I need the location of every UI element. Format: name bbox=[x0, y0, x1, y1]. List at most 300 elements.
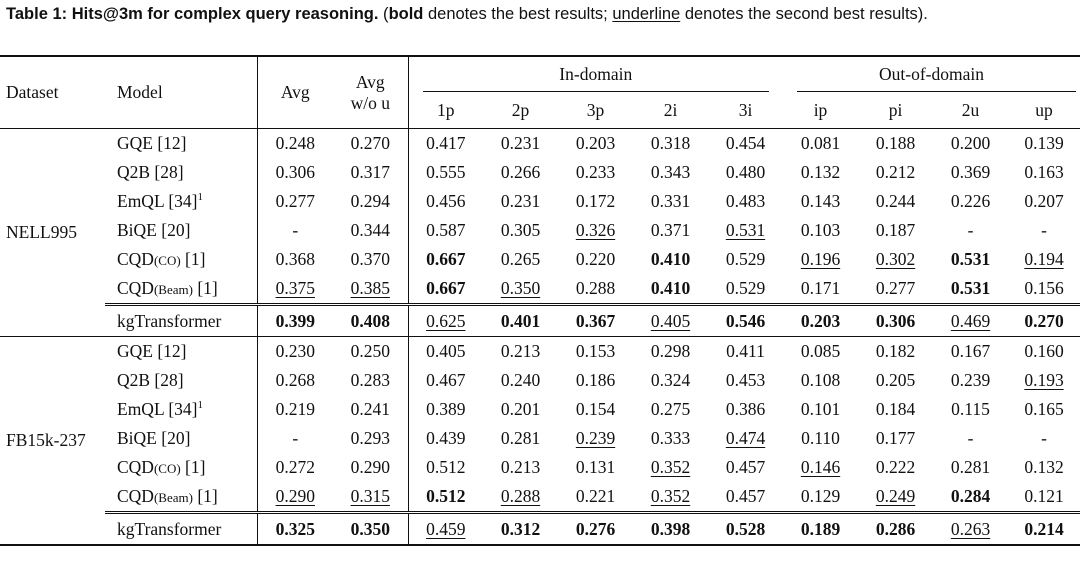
value-cell bbox=[858, 129, 933, 159]
value-text: 0.305 bbox=[500, 220, 541, 240]
value-cell bbox=[558, 187, 633, 216]
value-text: 0.250 bbox=[350, 341, 390, 361]
caption-title: Table 1: Hits@3m for complex query reasoning. bbox=[6, 5, 379, 23]
value-cell bbox=[483, 482, 558, 513]
value-cell bbox=[558, 513, 633, 546]
value-text: 0.389 bbox=[426, 399, 466, 419]
model-name-text: kgTransformer bbox=[117, 518, 222, 539]
value-cell bbox=[257, 158, 333, 187]
value-cell bbox=[257, 424, 333, 453]
model-name-text: GQE [12] bbox=[117, 133, 187, 153]
table-caption bbox=[6, 3, 1078, 25]
value-cell bbox=[933, 453, 1008, 482]
model-name bbox=[105, 129, 257, 159]
value-text: - bbox=[1041, 428, 1047, 448]
value-text: 0.212 bbox=[875, 162, 916, 182]
value-cell bbox=[483, 453, 558, 482]
header-col-up: up bbox=[1035, 99, 1053, 120]
model-name-variant: (CO) bbox=[153, 253, 181, 268]
value-cell bbox=[708, 129, 783, 159]
value-text: 0.244 bbox=[875, 191, 916, 211]
value-cell bbox=[408, 158, 483, 187]
value-text: 0.667 bbox=[426, 249, 466, 269]
header-col-2p: 2p bbox=[511, 99, 530, 120]
value-cell bbox=[858, 305, 933, 337]
value-text: 0.453 bbox=[725, 370, 766, 390]
value-cell bbox=[783, 129, 858, 159]
value-text: 0.326 bbox=[575, 220, 616, 240]
value-text: 0.286 bbox=[875, 518, 916, 539]
value-cell bbox=[783, 366, 858, 395]
table-row bbox=[0, 158, 1080, 187]
value-cell bbox=[708, 482, 783, 513]
value-text: 0.167 bbox=[950, 341, 991, 361]
value-cell bbox=[483, 158, 558, 187]
value-cell bbox=[333, 216, 408, 245]
value-text: 0.587 bbox=[426, 220, 466, 240]
value-cell bbox=[558, 482, 633, 513]
model-name-text: Q2B [28] bbox=[117, 370, 184, 390]
value-cell bbox=[858, 424, 933, 453]
value-text: 0.165 bbox=[1024, 399, 1064, 419]
value-text: 0.350 bbox=[350, 518, 390, 539]
value-text: 0.306 bbox=[275, 162, 315, 182]
model-name bbox=[105, 305, 257, 337]
value-cell bbox=[558, 245, 633, 274]
value-cell bbox=[1008, 129, 1080, 159]
table-row-ours bbox=[0, 513, 1080, 546]
model-name-text: EmQL [34] bbox=[117, 191, 198, 211]
value-cell bbox=[483, 395, 558, 424]
value-text: 0.294 bbox=[350, 191, 390, 211]
value-cell bbox=[333, 395, 408, 424]
header-col-ip: ip bbox=[813, 99, 828, 120]
value-cell bbox=[558, 395, 633, 424]
value-text: - bbox=[1041, 220, 1047, 240]
value-cell bbox=[633, 513, 708, 546]
value-cell bbox=[408, 337, 483, 367]
value-cell bbox=[708, 274, 783, 305]
model-name-variant: (CO) bbox=[153, 461, 181, 476]
value-cell bbox=[1008, 366, 1080, 395]
value-text: 0.241 bbox=[350, 399, 390, 419]
value-cell bbox=[333, 129, 408, 159]
value-cell bbox=[408, 187, 483, 216]
table-row bbox=[0, 337, 1080, 367]
value-text: 0.233 bbox=[575, 162, 616, 182]
value-cell bbox=[558, 216, 633, 245]
value-cell bbox=[783, 337, 858, 367]
value-cell bbox=[1008, 274, 1080, 305]
value-cell bbox=[408, 366, 483, 395]
value-text: 0.156 bbox=[1024, 278, 1064, 298]
value-text: 0.399 bbox=[275, 310, 315, 331]
value-text: 0.312 bbox=[500, 518, 541, 539]
value-cell bbox=[257, 305, 333, 337]
value-text: 0.203 bbox=[800, 310, 841, 331]
table-row bbox=[0, 424, 1080, 453]
value-text: 0.386 bbox=[725, 399, 766, 419]
value-text: 0.277 bbox=[875, 278, 916, 298]
value-text: 0.239 bbox=[950, 370, 991, 390]
value-cell bbox=[333, 245, 408, 274]
value-text: 0.325 bbox=[275, 518, 315, 539]
value-text: 0.219 bbox=[275, 399, 315, 419]
value-text: 0.248 bbox=[275, 133, 315, 153]
value-cell bbox=[333, 513, 408, 546]
value-cell bbox=[483, 366, 558, 395]
table-row bbox=[0, 482, 1080, 513]
value-cell bbox=[858, 337, 933, 367]
value-cell bbox=[783, 216, 858, 245]
value-text: 0.265 bbox=[500, 249, 541, 269]
value-cell bbox=[783, 395, 858, 424]
value-cell bbox=[633, 366, 708, 395]
value-text: 0.474 bbox=[725, 428, 766, 448]
value-cell bbox=[257, 513, 333, 546]
value-text: - bbox=[967, 220, 974, 240]
value-text: - bbox=[292, 220, 299, 240]
value-cell bbox=[708, 187, 783, 216]
value-text: 0.205 bbox=[875, 370, 916, 390]
results-table bbox=[0, 55, 1080, 546]
value-cell bbox=[257, 129, 333, 159]
value-cell bbox=[633, 395, 708, 424]
value-cell bbox=[933, 366, 1008, 395]
value-text: 0.531 bbox=[950, 249, 991, 269]
model-name-main: CQD bbox=[117, 278, 154, 298]
value-cell bbox=[783, 305, 858, 337]
value-text: 0.270 bbox=[350, 133, 390, 153]
table-row bbox=[0, 274, 1080, 305]
value-cell bbox=[1008, 158, 1080, 187]
value-text: 0.398 bbox=[650, 518, 691, 539]
value-text: 0.290 bbox=[350, 457, 390, 477]
value-text: 0.459 bbox=[426, 518, 466, 539]
value-text: 0.405 bbox=[426, 341, 466, 361]
header-avg: Avg bbox=[257, 57, 333, 129]
value-text: 0.417 bbox=[426, 133, 466, 153]
value-text: 0.298 bbox=[650, 341, 691, 361]
value-cell bbox=[783, 245, 858, 274]
value-text: 0.154 bbox=[575, 399, 616, 419]
value-text: 0.132 bbox=[1024, 457, 1064, 477]
value-cell bbox=[408, 129, 483, 159]
model-name-citation: [1] bbox=[180, 249, 206, 269]
value-cell bbox=[933, 274, 1008, 305]
value-text: 0.171 bbox=[800, 278, 841, 298]
value-text: 0.315 bbox=[350, 486, 390, 506]
value-text: 0.160 bbox=[1024, 341, 1064, 361]
value-cell bbox=[858, 395, 933, 424]
value-cell bbox=[633, 129, 708, 159]
table-row bbox=[0, 245, 1080, 274]
value-text: 0.081 bbox=[800, 133, 841, 153]
value-cell bbox=[333, 187, 408, 216]
value-cell bbox=[858, 453, 933, 482]
value-cell bbox=[633, 187, 708, 216]
value-text: 0.275 bbox=[650, 399, 691, 419]
value-text: 0.231 bbox=[500, 191, 541, 211]
header-avg-wou bbox=[333, 57, 408, 129]
value-cell bbox=[1008, 305, 1080, 337]
value-cell bbox=[257, 274, 333, 305]
value-cell bbox=[558, 305, 633, 337]
model-name-citation: [1] bbox=[192, 486, 218, 506]
value-text: 0.368 bbox=[275, 249, 315, 269]
model-name-main: CQD bbox=[117, 486, 154, 506]
table-row bbox=[0, 395, 1080, 424]
value-text: 0.290 bbox=[275, 486, 315, 506]
value-cell bbox=[858, 366, 933, 395]
value-cell bbox=[783, 482, 858, 513]
model-name bbox=[105, 187, 257, 216]
value-text: 0.343 bbox=[650, 162, 691, 182]
model-name bbox=[105, 395, 257, 424]
value-text: - bbox=[967, 428, 974, 448]
value-text: 0.512 bbox=[426, 486, 466, 506]
value-cell bbox=[408, 305, 483, 337]
value-text: 0.405 bbox=[650, 310, 691, 331]
value-text: 0.213 bbox=[500, 457, 541, 477]
value-text: 0.121 bbox=[1024, 486, 1064, 506]
value-cell bbox=[257, 366, 333, 395]
value-cell bbox=[708, 366, 783, 395]
value-text: - bbox=[292, 428, 299, 448]
value-cell bbox=[783, 424, 858, 453]
caption-bold-word: bold bbox=[388, 5, 424, 23]
model-name-variant: (Beam) bbox=[153, 282, 193, 297]
value-text: 0.163 bbox=[1024, 162, 1064, 182]
value-cell bbox=[783, 513, 858, 546]
value-text: 0.277 bbox=[275, 191, 315, 211]
header-avg-wou-line1: Avg bbox=[355, 71, 385, 92]
value-cell bbox=[1008, 337, 1080, 367]
value-cell bbox=[858, 482, 933, 513]
value-cell bbox=[783, 453, 858, 482]
value-cell bbox=[933, 305, 1008, 337]
value-cell bbox=[708, 395, 783, 424]
value-text: 0.439 bbox=[426, 428, 466, 448]
table-row bbox=[0, 216, 1080, 245]
model-name-text: EmQL [34] bbox=[117, 399, 198, 419]
model-name bbox=[105, 424, 257, 453]
header-col-pi: pi bbox=[888, 99, 903, 120]
value-cell bbox=[633, 482, 708, 513]
value-cell bbox=[333, 274, 408, 305]
value-cell bbox=[933, 216, 1008, 245]
model-name bbox=[105, 158, 257, 187]
value-text: 0.194 bbox=[1024, 249, 1064, 269]
value-cell bbox=[858, 187, 933, 216]
value-cell bbox=[858, 245, 933, 274]
model-name-variant: (Beam) bbox=[153, 490, 193, 505]
value-cell bbox=[408, 216, 483, 245]
value-cell bbox=[858, 216, 933, 245]
value-text: 0.196 bbox=[800, 249, 841, 269]
value-cell bbox=[558, 274, 633, 305]
value-cell bbox=[558, 366, 633, 395]
value-cell bbox=[633, 424, 708, 453]
value-cell bbox=[333, 453, 408, 482]
value-text: 0.207 bbox=[1024, 191, 1064, 211]
value-text: 0.115 bbox=[951, 399, 990, 419]
value-cell bbox=[257, 216, 333, 245]
value-text: 0.200 bbox=[950, 133, 991, 153]
model-name-main: CQD bbox=[117, 249, 154, 269]
value-cell bbox=[933, 482, 1008, 513]
value-text: 0.344 bbox=[350, 220, 390, 240]
model-name bbox=[105, 366, 257, 395]
value-text: 0.220 bbox=[575, 249, 616, 269]
value-cell bbox=[858, 274, 933, 305]
value-cell bbox=[333, 366, 408, 395]
value-text: 0.214 bbox=[1024, 518, 1064, 539]
value-cell bbox=[257, 245, 333, 274]
value-text: 0.480 bbox=[725, 162, 766, 182]
value-cell bbox=[933, 245, 1008, 274]
value-text: 0.213 bbox=[500, 341, 541, 361]
value-text: 0.189 bbox=[800, 518, 841, 539]
value-text: 0.546 bbox=[725, 310, 766, 331]
table-row-ours bbox=[0, 305, 1080, 337]
model-name bbox=[105, 453, 257, 482]
model-name bbox=[105, 513, 257, 546]
value-cell bbox=[408, 482, 483, 513]
value-text: 0.188 bbox=[875, 133, 916, 153]
value-cell bbox=[933, 513, 1008, 546]
value-text: 0.369 bbox=[950, 162, 991, 182]
value-text: 0.132 bbox=[800, 162, 841, 182]
value-text: 0.139 bbox=[1024, 133, 1064, 153]
value-text: 0.283 bbox=[350, 370, 390, 390]
value-text: 0.187 bbox=[875, 220, 916, 240]
header-dataset: Dataset bbox=[6, 82, 59, 102]
header-out-domain-label: Out-of-domain bbox=[879, 64, 984, 84]
value-cell bbox=[933, 158, 1008, 187]
value-text: 0.318 bbox=[650, 133, 691, 153]
value-text: 0.193 bbox=[1024, 370, 1064, 390]
value-text: 0.288 bbox=[575, 278, 616, 298]
header-col-2i: 2i bbox=[663, 99, 678, 120]
value-cell bbox=[1008, 216, 1080, 245]
value-text: 0.408 bbox=[350, 310, 390, 331]
value-text: 0.201 bbox=[500, 399, 541, 419]
value-cell bbox=[408, 453, 483, 482]
value-cell bbox=[708, 158, 783, 187]
value-cell bbox=[633, 305, 708, 337]
value-cell bbox=[633, 274, 708, 305]
header-row-1 bbox=[0, 57, 1080, 92]
value-cell bbox=[933, 187, 1008, 216]
header-model: Model bbox=[117, 82, 163, 102]
header-col-3i: 3i bbox=[738, 99, 753, 120]
value-text: 0.375 bbox=[275, 278, 315, 298]
value-cell bbox=[858, 513, 933, 546]
model-name bbox=[105, 216, 257, 245]
value-cell bbox=[483, 337, 558, 367]
value-cell bbox=[1008, 513, 1080, 546]
value-cell bbox=[408, 274, 483, 305]
value-cell bbox=[483, 305, 558, 337]
value-text: 0.182 bbox=[875, 341, 916, 361]
value-text: 0.324 bbox=[650, 370, 691, 390]
value-cell bbox=[558, 129, 633, 159]
value-cell bbox=[558, 424, 633, 453]
value-cell bbox=[257, 337, 333, 367]
dataset-label: NELL995 bbox=[0, 129, 105, 337]
value-text: 0.483 bbox=[725, 191, 766, 211]
value-cell bbox=[558, 453, 633, 482]
value-text: 0.456 bbox=[426, 191, 466, 211]
table-row bbox=[0, 187, 1080, 216]
dataset-label: FB15k-237 bbox=[0, 337, 105, 546]
model-footnote-mark: 1 bbox=[197, 191, 204, 204]
value-text: 0.270 bbox=[1024, 310, 1064, 331]
model-name-text: GQE [12] bbox=[117, 341, 187, 361]
value-text: 0.153 bbox=[575, 341, 616, 361]
value-text: 0.101 bbox=[800, 399, 841, 419]
model-name-citation: [1] bbox=[192, 278, 218, 298]
value-cell bbox=[708, 216, 783, 245]
value-text: 0.226 bbox=[950, 191, 991, 211]
value-cell bbox=[708, 305, 783, 337]
value-text: 0.131 bbox=[575, 457, 616, 477]
value-text: 0.268 bbox=[275, 370, 315, 390]
value-cell bbox=[708, 337, 783, 367]
value-cell bbox=[558, 337, 633, 367]
value-cell bbox=[633, 245, 708, 274]
model-footnote-mark: 1 bbox=[197, 399, 204, 412]
value-text: 0.531 bbox=[725, 220, 766, 240]
value-text: 0.231 bbox=[500, 133, 541, 153]
value-cell bbox=[408, 245, 483, 274]
value-cell bbox=[1008, 395, 1080, 424]
value-text: 0.222 bbox=[875, 457, 916, 477]
value-cell bbox=[1008, 453, 1080, 482]
caption-mid-text-2: denotes the second best results). bbox=[680, 5, 928, 23]
model-name bbox=[105, 482, 257, 513]
value-text: 0.281 bbox=[500, 428, 541, 448]
value-text: 0.172 bbox=[575, 191, 616, 211]
value-text: 0.240 bbox=[500, 370, 541, 390]
value-text: 0.352 bbox=[650, 457, 691, 477]
value-cell bbox=[633, 158, 708, 187]
value-cell bbox=[483, 424, 558, 453]
value-text: 0.457 bbox=[725, 457, 766, 477]
value-text: 0.306 bbox=[875, 310, 916, 331]
value-text: 0.288 bbox=[500, 486, 541, 506]
value-cell bbox=[408, 513, 483, 546]
value-cell bbox=[633, 337, 708, 367]
value-cell bbox=[783, 158, 858, 187]
value-text: 0.469 bbox=[950, 310, 991, 331]
value-text: 0.177 bbox=[875, 428, 916, 448]
value-text: 0.129 bbox=[800, 486, 841, 506]
value-text: 0.528 bbox=[725, 518, 766, 539]
model-name bbox=[105, 245, 257, 274]
value-text: 0.625 bbox=[426, 310, 466, 331]
caption-underline-word: underline bbox=[612, 5, 681, 23]
table-row bbox=[0, 129, 1080, 159]
header-col-3p: 3p bbox=[586, 99, 605, 120]
value-text: 0.401 bbox=[500, 310, 541, 331]
value-cell bbox=[708, 513, 783, 546]
value-text: 0.667 bbox=[426, 278, 466, 298]
value-cell bbox=[708, 245, 783, 274]
value-cell bbox=[333, 305, 408, 337]
value-text: 0.350 bbox=[500, 278, 541, 298]
